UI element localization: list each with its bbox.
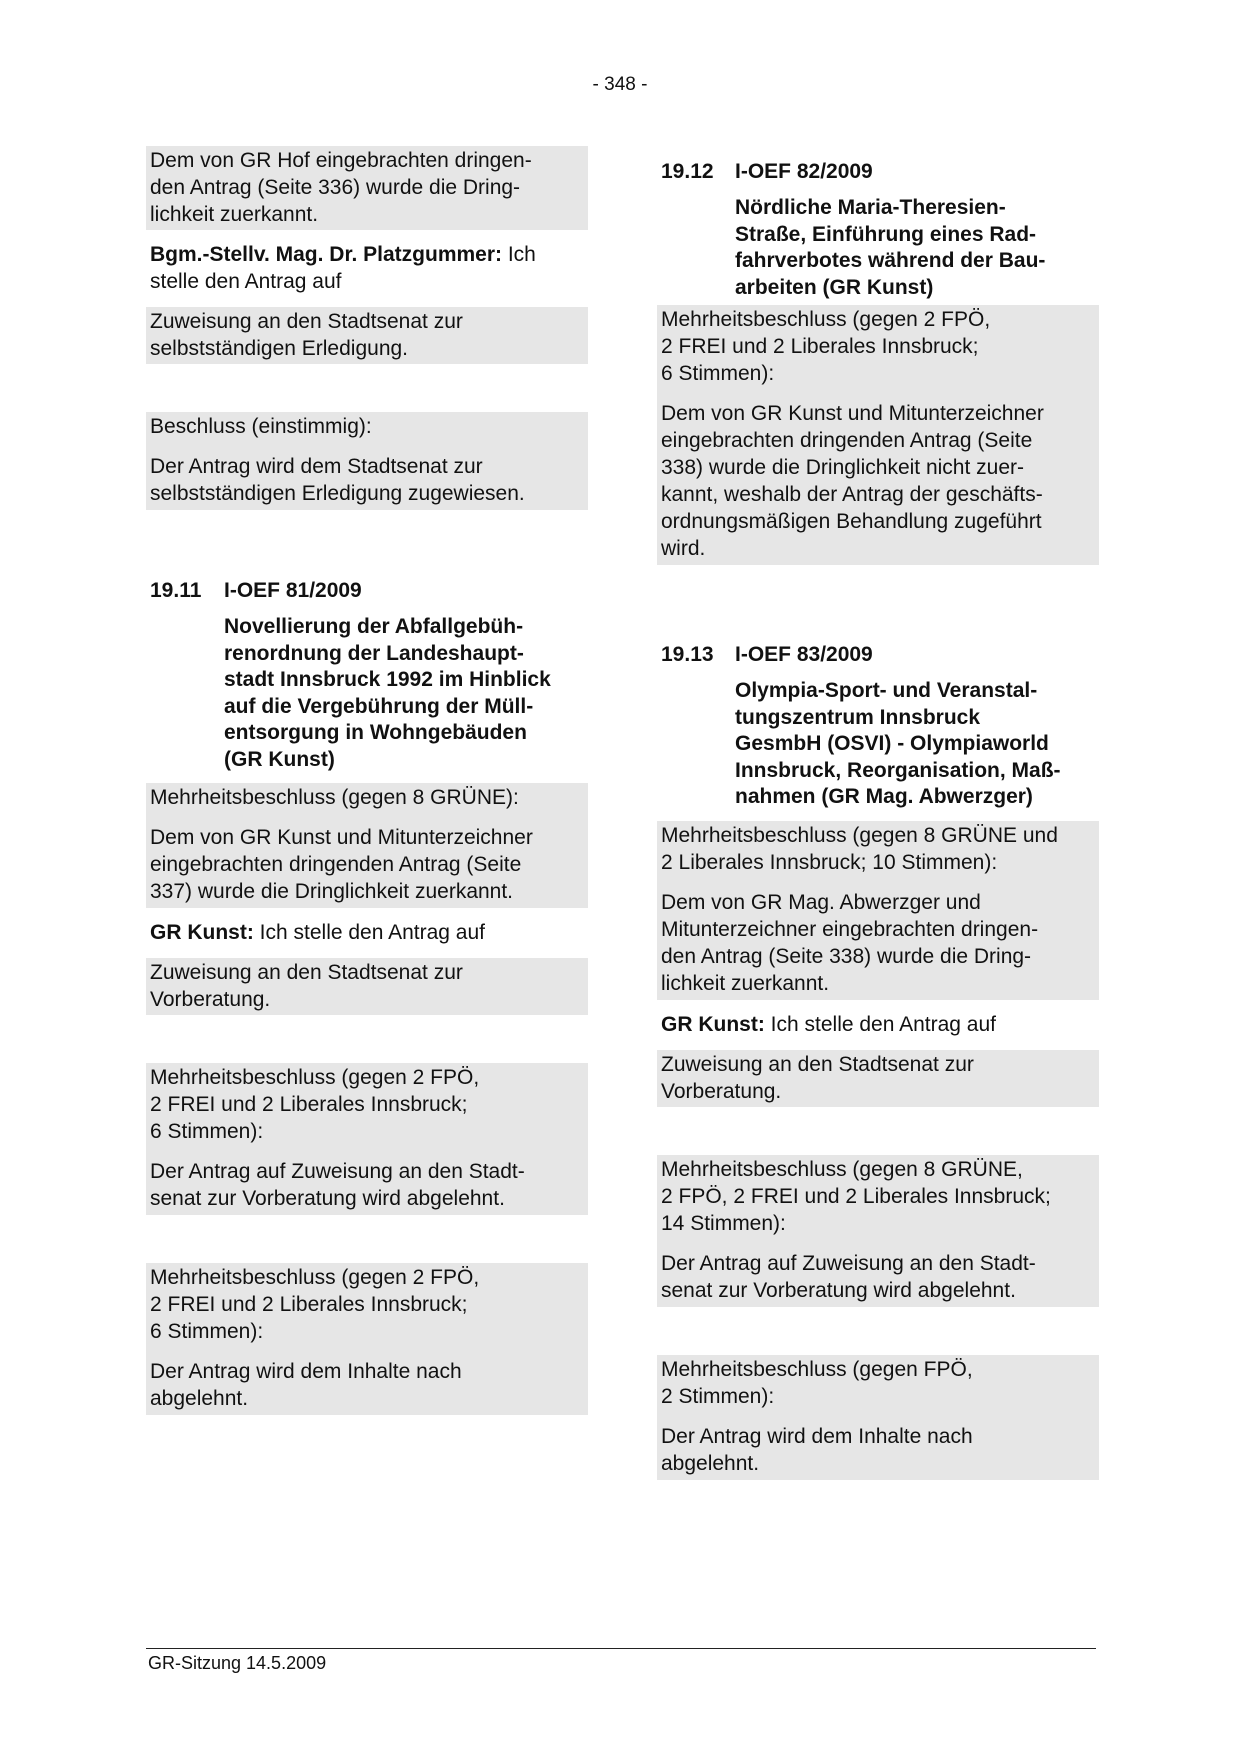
right-column: [657, 158, 1099, 1480]
resolution-text: Dem von GR Mag. Abwerzger und Mitunterzeichner eingebrachten dringen- den Antrag (Seite 338) wurde die Dring- lichkeit zuerkannt.: [661, 890, 1039, 995]
motion-text: Zuweisung an den Stadtsenat zur selbstständigen Erledigung.: [146, 307, 588, 364]
page-number: - 348 -: [592, 74, 648, 95]
resolution-text: Der Antrag wird dem Inhalte nach abgelehnt.: [661, 1424, 973, 1475]
resolution-block: [657, 1155, 1099, 1307]
motion-text: Zuweisung an den Stadtsenat zur Vorberatung.: [657, 1050, 1099, 1107]
resolution-type: Mehrheitsbeschluss (gegen 8 GRÜNE, 2 FPÖ, 2 FREI und 2 Liberales Innsbruck; 14 Stimmen):: [661, 1157, 1051, 1235]
resolution-text: Der Antrag auf Zuweisung an den Stadt- senat zur Vorberatung wird abgelehnt.: [150, 1160, 525, 1210]
resolution-type: Mehrheitsbeschluss (gegen FPÖ, 2 Stimmen):: [661, 1357, 973, 1408]
agenda-item-number: 19.12: [661, 160, 714, 183]
motion-text: Zuweisung an den Stadtsenat zur Vorberatung.: [146, 958, 588, 1015]
dringlichkeit-note: Dem von GR Hof eingebrachten dringen- den Antrag (Seite 336) wurde die Dring- lichkeit zuerkannt.: [146, 146, 588, 230]
agenda-item-code: I-OEF 82/2009: [735, 160, 873, 183]
resolution-block: [146, 412, 588, 510]
agenda-item-title: Novellierung der Abfallgebüh- renordnung der Landeshaupt- stadt Innsbruck 1992 im Hinblick auf die Vergebührung der Müll- entsorgung in Wohngebäuden (GR Kunst): [224, 615, 551, 771]
speaker-statement: [146, 918, 588, 948]
agenda-item-title: Olympia-Sport- und Veranstal- tungszentrum Innsbruck GesmbH (OSVI) - Olympiaworld Innsbruck, Reorganisation, Maß- nahmen (GR Mag. Abwerzger): [735, 679, 1061, 808]
resolution-type: Beschluss (einstimmig):: [150, 415, 372, 438]
speaker-text: Ich stelle den Antrag auf: [150, 243, 536, 293]
resolution-block: [657, 305, 1099, 565]
resolution-type: Mehrheitsbeschluss (gegen 2 FPÖ, 2 FREI und 2 Liberales Innsbruck; 6 Stimmen):: [150, 1266, 480, 1343]
resolution-block: [146, 1063, 588, 1215]
agenda-item-number: 19.13: [661, 643, 714, 666]
agenda-item-header: [657, 158, 1099, 185]
speaker-name: GR Kunst:: [150, 921, 254, 944]
speaker-name: GR Kunst:: [661, 1012, 765, 1036]
resolution-block: [657, 821, 1099, 1000]
agenda-item-code: I-OEF 81/2009: [224, 579, 362, 602]
resolution-type: Mehrheitsbeschluss (gegen 2 FPÖ, 2 FREI und 2 Liberales Innsbruck; 6 Stimmen):: [150, 1066, 480, 1143]
agenda-item-number: 19.11: [150, 579, 202, 602]
agenda-item-header: [146, 577, 588, 604]
resolution-type: Mehrheitsbeschluss (gegen 8 GRÜNE und 2 Liberales Innsbruck; 10 Stimmen):: [661, 823, 1058, 874]
resolution-type: Mehrheitsbeschluss (gegen 8 GRÜNE):: [150, 786, 519, 809]
resolution-text: Der Antrag auf Zuweisung an den Stadt- senat zur Vorberatung wird abgelehnt.: [661, 1251, 1036, 1302]
resolution-block: [146, 783, 588, 908]
resolution-block: [146, 1263, 588, 1415]
agenda-item-header: [657, 641, 1099, 668]
resolution-text: Der Antrag wird dem Stadtsenat zur selbstständigen Erledigung zugewiesen.: [150, 455, 525, 505]
agenda-item-code: I-OEF 83/2009: [735, 643, 873, 666]
resolution-text: Der Antrag wird dem Inhalte nach abgelehnt.: [150, 1360, 462, 1410]
resolution-type: Mehrheitsbeschluss (gegen 2 FPÖ, 2 FREI und 2 Liberales Innsbruck; 6 Stimmen):: [661, 308, 991, 385]
speaker-text: Ich stelle den Antrag auf: [253, 921, 485, 944]
resolution-text: Dem von GR Kunst und Mitunterzeichner eingebrachten dringenden Antrag (Seite 337) wurde die Dringlichkeit zuerkannt.: [150, 826, 533, 903]
speaker-name: Bgm.-Stellv. Mag. Dr. Platzgummer:: [150, 243, 503, 266]
speaker-statement: [146, 240, 588, 297]
resolution-block: [657, 1355, 1099, 1480]
footer-session-date: GR-Sitzung 14.5.2009: [148, 1653, 327, 1673]
speaker-statement: [657, 1010, 1099, 1040]
resolution-text: Dem von GR Kunst und Mitunterzeichner eingebrachten dringenden Antrag (Seite 338) wurde die Dringlichkeit nicht zuer- kannt, weshalb der Antrag der geschäfts- ordnungsmäßigen Behandlung zugeführt wird.: [661, 402, 1044, 560]
left-column: [146, 146, 588, 1415]
agenda-item-title: Nördliche Maria-Theresien- Straße, Einführung eines Rad- fahrverbotes während der Bau- arbeiten (GR Kunst): [735, 196, 1046, 299]
speaker-text: Ich stelle den Antrag auf: [764, 1012, 996, 1036]
footer-divider: [146, 1648, 1096, 1649]
